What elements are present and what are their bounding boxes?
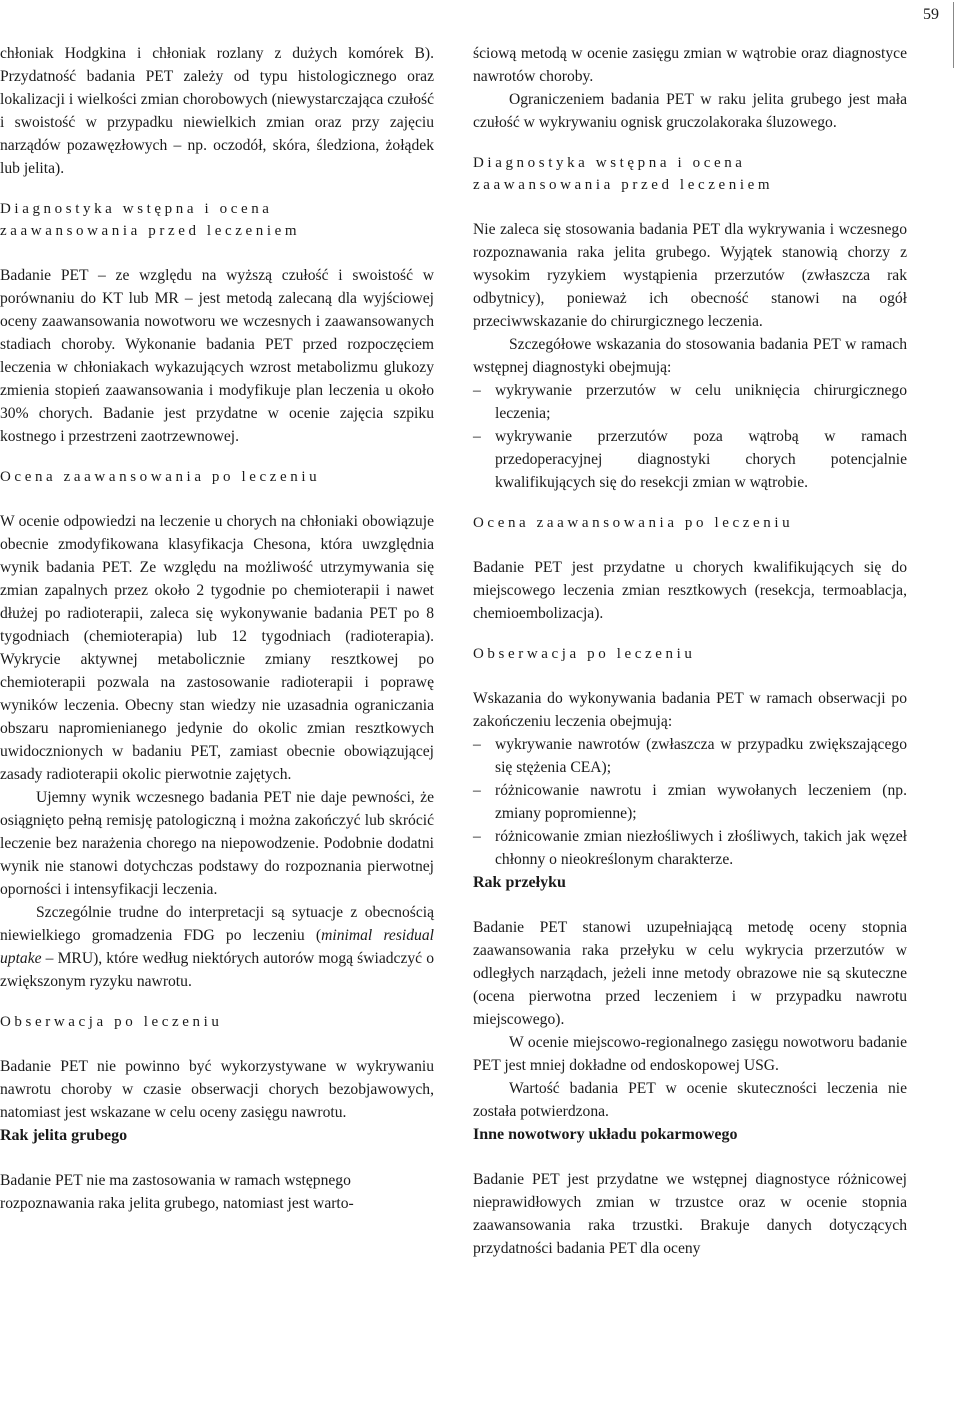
list-item-text: wykrywanie nawrotów (zwłaszcza w przypadku zwiększającego się stężenia CEA);	[495, 736, 907, 776]
follow-up-indications-paragraph: Wskazania do wykonywania badania PET w ramach obserwacji po zakończeniu leczenia obejmują:	[473, 690, 907, 730]
list-item-text: różnicowanie nawrotu i zmian wywołanych leczeniem (np. zmiany popromienne);	[495, 782, 907, 822]
dash-marker: –	[473, 736, 481, 753]
list-item	[473, 825, 907, 871]
left-heading-staging-line1: Diagnostyka wstępna i ocena	[0, 201, 273, 217]
detailed-indications-paragraph: Szczegółowe wskazania do stosowania badania PET w ramach wstępnej diagnostyki obejmują:	[473, 336, 907, 376]
right-heading-staging-before-treatment	[473, 152, 907, 196]
intro-paragraph: chłoniak Hodgkina i chłoniak rozlany z dużych komórek B). Przydatność badania PET zależy od typu histologicznego oraz lokalizacji i wielkości zmian chorobowych (niewystarczająca czułość i swoistość w przypadku niewielkich zmian oraz przy zajęciu narządów pozawęzłowych – np. oczodół, skóra, śledziona, żołądek lub jelita).	[0, 45, 434, 177]
continuation-paragraph: ściową metodą w ocenie zasięgu zmian w wątrobie oraz diagnostyce nawrotów choroby.	[473, 45, 907, 85]
right-heading-follow-up: Obserwacja po leczeniu	[473, 646, 696, 662]
list-item-text: wykrywanie przerzutów poza wątrobą w ramach przedoperacyjnej diagnostyki chorych potencjalnie kwalifikujących się do resekcji zmian w wątrobie.	[495, 428, 907, 491]
follow-up-paragraph: Badanie PET nie powinno być wykorzystywane w wykrywaniu nawrotu choroby w czasie obserwacji chorych bezobjawowych, natomiast jest wskazane w celu oceny zasięgu nawrotu.	[0, 1058, 434, 1121]
mru-text-before: Szczególnie trudne do interpretacji są sytuacje z obecnością niewielkiego gromadzenia FDG po leczeniu (	[0, 904, 434, 944]
mru-text-after: – MRU), które według niektórych autorów mogą świadczyć o zwiększonym ryzyku nawrotu.	[0, 950, 434, 990]
left-heading-response-assessment: Ocena zaawansowania po leczeniu	[0, 469, 321, 485]
lymphoma-staging-paragraph: Badanie PET – ze względu na wyższą czułość i swoistość w porównaniu do KT lub MR – jest metodą zalecaną dla wyjściowej oceny zaawansowania nowotworu we wczesnych i zaawansowanych stadiach choroby. Wykonanie badania PET przed rozpoczęciem leczenia w chłoniakach wykazujących wzrost metabolizmu glukozy zmienia stopień zaawansowania i modyfikuje plan leczenia u około 30% chorych. Badanie jest przydatne w ocenie zajęcia szpiku kostnego i przestrzeni zaotrzewnowej.	[0, 267, 434, 445]
list-item-text: wykrywanie przerzutów w celu uniknięcia chirurgicznego leczenia;	[495, 382, 907, 422]
right-heading-response-assessment: Ocena zaawansowania po leczeniu	[473, 515, 794, 531]
list-item	[473, 779, 907, 825]
residual-treatment-paragraph: Badanie PET jest przydatne u chorych kwalifikujących się do miejscowego leczenia zmian resztkowych (resekcja, termoablacja, chemioembolizacja).	[473, 559, 907, 622]
left-heading-follow-up: Obserwacja po leczeniu	[0, 1014, 223, 1030]
left-heading-staging-line2: zaawansowania przed leczeniem	[0, 223, 301, 239]
pancreas-paragraph: Badanie PET jest przydatne we wstępnej diagnostyce różnicowej nieprawidłowych zmian w trzustce oraz w ocenie stopnia zaawansowania raka trzustki. Brakuje danych dotyczących przydatności badania PET dla oceny	[473, 1171, 907, 1257]
mru-italic-term: minimal residual uptake	[0, 927, 434, 967]
follow-up-indications-list	[473, 733, 907, 871]
right-heading-staging-line1: Diagnostyka wstępna i ocena	[473, 155, 746, 171]
colorectal-staging-paragraph: Nie zaleca się stosowania badania PET dla wykrywania i wczesnego rozpoznawania raka jelita grubego. Wyjątek stanowią chorzy z wysokim ryzykiem wystąpienia przerzutów (zwłaszcza rak odbytnicy), ponieważ ich obecność stanowi na ogół przeciwwskazanie do chirurgicznego leczenia.	[473, 221, 907, 330]
negative-result-paragraph: Ujemny wynik wczesnego badania PET nie daje pewności, że osiągnięto pełną remisję patologiczną i można zakończyć lub skrócić leczenie bez narażenia chorego na niepowodzenie. Podobnie dodatni wynik nie stanowi dotychczas podstawy do rozpoznania pierwotnej oporności i intensyfikacji leczenia.	[0, 789, 434, 898]
colorectal-cancer-heading: Rak jelita grubego	[0, 1127, 128, 1144]
dash-marker: –	[473, 382, 481, 399]
dash-marker: –	[473, 782, 481, 799]
list-item	[473, 733, 907, 779]
limitation-paragraph: Ograniczeniem badania PET w raku jelita grubego jest mała czułość w wykrywaniu ognisk gruczolakoraka śluzowego.	[473, 91, 907, 131]
staging-indications-list	[473, 379, 907, 494]
right-column	[473, 42, 907, 1260]
colorectal-intro-paragraph: Badanie PET nie ma zastosowania w ramach wstępnego rozpoznawania raka jelita grubego, natomiast jest warto-	[0, 1172, 354, 1212]
dash-marker: –	[473, 828, 481, 845]
dash-marker: –	[473, 428, 481, 445]
response-assessment-paragraph: W ocenie odpowiedzi na leczenie u chorych na chłoniaki obowiązuje obecnie zmodyfikowana klasyfikacja Chesona, która uwzględnia wynik badania PET. Ze względu na możliwość utrzymywania się zmian zapalnych przez około 2 tygodnie po chemioterapii i nawet dłużej po radioterapii, zaleca się wykonywanie badania PET po 8 tygodniach (chemioterapia) lub 12 tygodniach (radioterapia). Wykrycie aktywnej metabolicznie zmiany resztkowej po chemioterapii pozwala na zastosowanie radioterapii i poprawę wyników leczenia. Obecny stan wiedzy nie uzasadnia ograniczania obszaru napromienianego jedynie do okolic zmian resztkowych uwidocznionych w badaniu PET, zamiast obecnie obowiązującej zasady radioterapii okolic pierwotnie zajętych.	[0, 513, 434, 783]
right-heading-staging-line2: zaawansowania przed leczeniem	[473, 177, 774, 193]
esophageal-staging-paragraph: Badanie PET stanowi uzupełniającą metodę oceny stopnia zaawansowania raka przełyku w celu wykrycia przerzutów w odległych narządach, jeżeli inne metody obrazowe nie są skuteczne (ocena pierwotna przed leczeniem i w przypadku nawrotu miejscowego).	[473, 919, 907, 1028]
mru-paragraph	[0, 901, 434, 993]
page-number: 59	[923, 2, 954, 68]
locoregional-paragraph: W ocenie miejscowo-regionalnego zasięgu nowotworu badanie PET jest mniej dokładne od endoskopowej USG.	[473, 1034, 907, 1074]
left-column	[0, 42, 434, 1215]
treatment-efficacy-paragraph: Wartość badania PET w ocenie skuteczności leczenia nie została potwierdzona.	[473, 1080, 907, 1120]
other-gi-cancers-heading: Inne nowotwory układu pokarmowego	[473, 1126, 738, 1143]
list-item	[473, 425, 907, 494]
list-item-text: różnicowanie zmian niezłośliwych i złośliwych, takich jak węzeł chłonny o nieokreślonym charakterze.	[495, 828, 907, 868]
left-heading-staging-before-treatment	[0, 198, 434, 242]
esophageal-cancer-heading: Rak przełyku	[473, 874, 566, 891]
list-item	[473, 379, 907, 425]
